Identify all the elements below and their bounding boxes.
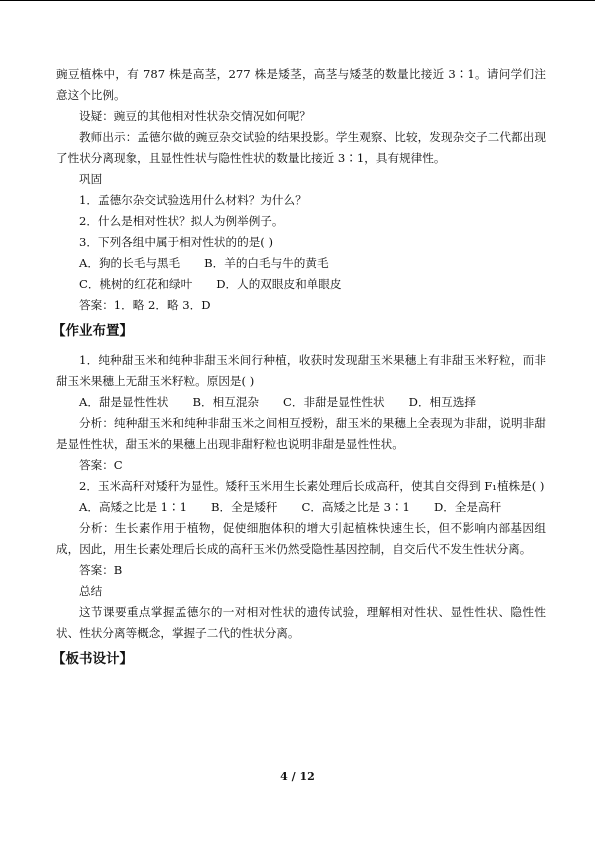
summary-text: 这节课要重点掌握孟德尔的一对相对性状的遗传试验，理解相对性状、显性性状、隐性性状、性状分离等概念，掌握子二代的性状分离。 — [56, 605, 546, 640]
homework-question-1: 1．纯种甜玉米和纯种非甜玉米间行种植，收获时发现甜玉米果穗上有非甜玉米籽粒，而非甜玉米果穗上无甜玉米籽粒。原因是( ) — [56, 353, 546, 388]
paragraph-question: 设疑：豌豆的其他相对性状杂交情况如何呢？ — [79, 109, 311, 123]
header-rule — [0, 0, 595, 1]
option-d: D．相互选择 — [408, 395, 476, 409]
summary-title: 总结 — [79, 584, 103, 598]
board-design-heading: 【板书设计】 — [52, 651, 133, 667]
review-answer: 答案：1．略 2．略 3．D — [79, 298, 211, 312]
homework-answer-1: 答案：C — [79, 458, 123, 472]
review-question-2: 2．什么是相对性状？拟人为例举例子。 — [79, 214, 284, 228]
homework-answer-2: 答案：B — [79, 563, 123, 577]
option-d: D．人的双眼皮和单眼皮 — [216, 277, 342, 291]
option-c: C．高矮之比是 3∶1 — [301, 500, 410, 514]
options-row — [56, 497, 546, 518]
option-a: A．狗的长毛与黑毛 — [79, 256, 181, 270]
homework-analysis-1: 分析：纯种甜玉米和纯种非甜玉米之间相互授粉，甜玉米的果穗上全表现为非甜，说明非甜是显性性状，甜玉米的果穗上出现非甜籽粒也说明非甜是显性性状。 — [56, 416, 546, 451]
options-row — [56, 392, 546, 413]
paragraph-ratio: 豌豆植株中，有 787 株是高茎，277 株是矮茎，高茎与矮茎的数量比接近 3∶1。请问学们注意这个比例。 — [56, 67, 546, 102]
homework-analysis-2: 分析：生长素作用于植物，促使细胞体积的增大引起植株快速生长，但不影响内部基因组成，因此，用生长素处理后长成的高秆玉米仍然受隐性基因控制，自交后代不发生性状分离。 — [56, 521, 546, 556]
option-d: D．全是高秆 — [433, 500, 502, 514]
option-a: A．甜是显性性状 — [79, 395, 169, 409]
paragraph-teacher: 教师出示：孟德尔做的豌豆杂交试验的结果投影。学生观察、比较，发现杂交子二代都出现了性状分离现象，且显性性状与隐性性状的数量比接近 3∶1，具有规律性。 — [56, 130, 546, 165]
options-row — [56, 274, 546, 295]
page-number: 4 / 12 — [280, 770, 315, 783]
review-question-3: 3．下列各组中属于相对性状的的是( ) — [79, 235, 274, 249]
consolidate-label: 巩固 — [79, 172, 103, 186]
option-c: C．非甜是显性性状 — [283, 395, 385, 409]
option-b: B．羊的白毛与牛的黄毛 — [204, 256, 329, 270]
option-a: A．高矮之比是 1∶1 — [79, 500, 187, 514]
homework-question-2: 2．玉米高秆对矮秆为显性。矮秆玉米用生长素处理后长成高秆，使其自交得到 F₁植株是( ) — [79, 479, 545, 493]
option-c: C．桃树的红花和绿叶 — [79, 277, 193, 291]
option-b: B．相互混杂 — [192, 395, 260, 409]
homework-heading: 【作业布置】 — [52, 323, 133, 339]
option-b: B．全是矮秆 — [210, 500, 278, 514]
page-body — [52, 64, 546, 678]
options-row — [56, 253, 546, 274]
review-question-1: 1．孟德尔杂交试验选用什么材料？为什么？ — [79, 193, 307, 207]
